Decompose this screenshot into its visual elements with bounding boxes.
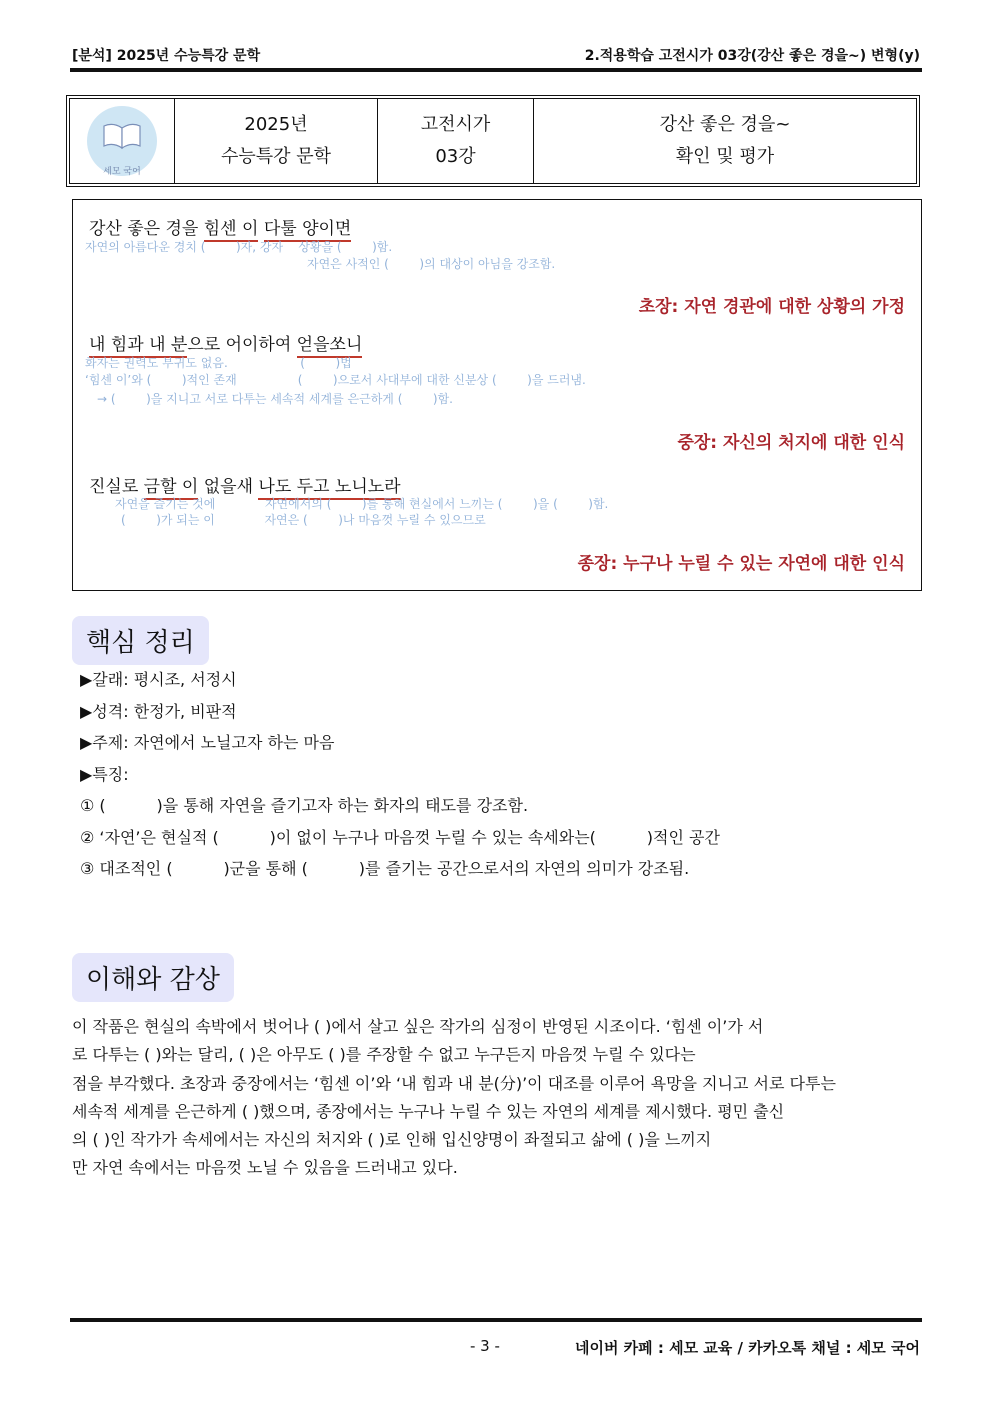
- header-right: 2.적용학습 고전시가 03강(강산 좋은 경을~) 변형(y): [584, 48, 920, 64]
- title-col-3: [534, 99, 917, 184]
- section-title-appreciation: 이해와 감상: [72, 953, 234, 1002]
- paragraph-line: 로 다투는 ( )와는 달리, ( )은 아무도 ( )를 주장할 수 없고 누구든지 마음껏 누릴 수 있다는: [72, 1045, 696, 1065]
- list-item: ▶성격: 한정가, 비판적: [80, 701, 237, 721]
- paragraph-line: 점을 부각했다. 초장과 중장에서는 ‘힘센 이’와 ‘내 힘과 내 분(分)’이 대조를 이루어 욕망을 지니고 서로 다투는: [72, 1073, 836, 1093]
- poem-line-3: 진실로 금할 이 없을새 나도 두고 노니노라: [89, 472, 401, 497]
- poem-line-1: 강산 좋은 경을 힘센 이 다툴 양이면: [89, 214, 351, 239]
- poem-note: ‘힘센 이’와 ( )적인 존재 ( )으로서 사대부에 대한 신분상 ( )을 드러냄.: [85, 373, 586, 387]
- title-purpose: 확인 및 평가: [675, 146, 775, 167]
- paragraph-line: 이 작품은 현실의 속박에서 벗어나 ( )에서 살고 싶은 작가의 심정이 반영된 시조이다. ‘힘센 이’가 서: [72, 1017, 764, 1036]
- title-col-2: [378, 99, 534, 184]
- footer-channel: 네이버 카페 : 세모 교육 / 카카오톡 채널 : 세모 국어: [574, 1339, 920, 1357]
- list-item: ▶특징:: [80, 764, 129, 784]
- title-genre: 고전시가: [420, 114, 491, 135]
- paragraph-line: 세속적 세계를 은근하게 ( )했으며, 종장에서는 누구나 누릴 수 있는 자연의 세계를 제시했다. 평민 출신: [72, 1101, 785, 1121]
- header-left: [분석] 2025년 수능특강 문학: [72, 48, 261, 64]
- title-year: 2025년: [244, 114, 308, 135]
- poem-note: 자연은 사적인 ( )의 대상이 아님을 강조함.: [307, 257, 556, 271]
- page-number: - 3 -: [470, 1337, 500, 1355]
- poem-note: 화자는 권력도 부귀도 없음. ( )법: [85, 356, 352, 370]
- poem-line-2: 내 힘과 내 분으로 어이하여 얻을쏘니: [89, 330, 362, 355]
- poem-note: 자연을 즐기는 것에 자연에서의 ( )를 통해 현실에서 느끼는 ( )을 ( )함.: [115, 497, 609, 511]
- book-logo-icon: [87, 106, 157, 176]
- list-item: ② ‘자연’은 현실적 ( )이 없이 누구나 마음껏 누릴 수 있는 속세와는( )적인 공간: [80, 827, 720, 847]
- footer-rule: [70, 1318, 922, 1322]
- poem-note: ( )가 되는 이 자연은 ( )나 마음껏 누릴 수 있으므로: [121, 513, 486, 527]
- header-rule: [70, 68, 922, 72]
- title-col-1: [175, 99, 378, 184]
- logo-cell: [70, 99, 175, 184]
- poem-note: 자연의 아름다운 경치 ( )자, 강자 상황을 ( )함.: [85, 240, 393, 254]
- section-title-core: 핵심 정리: [72, 616, 209, 665]
- stage-label-jongjang: 종장: 누구나 누릴 수 있는 자연에 대한 인식: [577, 554, 905, 574]
- paragraph-line: 만 자연 속에서는 마음껏 노닐 수 있음을 드러내고 있다.: [72, 1158, 458, 1178]
- core-list: [80, 664, 720, 885]
- logo-caption: 세모 국어: [103, 167, 141, 177]
- poem-box: [72, 199, 922, 591]
- stage-label-chojang: 초장: 자연 경관에 대한 상황의 가정: [638, 297, 905, 317]
- list-item: ▶갈래: 평시조, 서정시: [80, 670, 237, 689]
- list-item: ① ( )을 통해 자연을 즐기고자 하는 화자의 태도를 강조함.: [80, 796, 529, 815]
- title-book: 수능특강 문학: [220, 146, 332, 167]
- title-table: [69, 98, 917, 184]
- open-book-icon: [101, 120, 143, 150]
- list-item: ③ 대조적인 ( )군을 통해 ( )를 즐기는 공간으로서의 자연의 의미가 강조됨.: [80, 859, 690, 878]
- title-lesson: 03강: [435, 146, 476, 167]
- paragraph-line: 의 ( )인 작가가 속세에서는 자신의 처지와 ( )로 인해 입신양명이 좌절되고 삶에 ( )을 느끼지: [72, 1130, 712, 1150]
- title-work: 강산 좋은 경을~: [659, 114, 791, 135]
- appreciation-paragraph: [72, 1013, 922, 1183]
- list-item: ▶주제: 자연에서 노닐고자 하는 마음: [80, 733, 335, 752]
- poem-note: → ( )을 지니고 서로 다투는 세속적 세계를 은근하게 ( )함.: [97, 392, 453, 406]
- stage-label-jungjang: 중장: 자신의 처지에 대한 인식: [677, 433, 905, 453]
